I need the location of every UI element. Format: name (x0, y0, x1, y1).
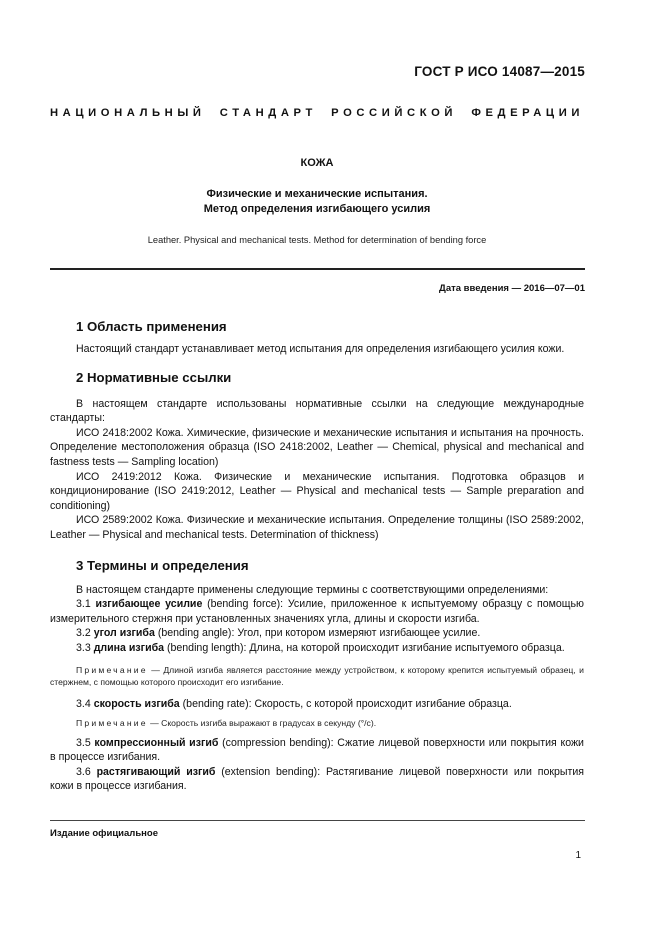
reference-iso-2589: ИСО 2589:2002 Кожа. Физические и механические испытания. Определение толщины (ISO 2589:2002, Leather — Physical and mechanical tests. Determination of thickness) (50, 514, 584, 541)
term-3-5 (50, 736, 584, 765)
section-3-intro: В настоящем стандарте применены следующие термины с соответствующими определениями: (76, 583, 549, 596)
header-divider (50, 268, 585, 270)
note-bending-rate (50, 717, 584, 730)
title-block (50, 157, 584, 245)
term-3-2 (50, 626, 584, 641)
term-3-3 (50, 641, 584, 656)
term-name: компрессионный изгиб (94, 736, 219, 749)
note-text: — Длиной изгиба является расстояние между устройством, к которому крепится испытуемый образец, и стержнем, с помощью которого происходит его изгибание. (50, 664, 584, 687)
footer-divider (50, 820, 585, 821)
term-definition: (bending length): Длина, на которой происходит изгибание испытуемого образца. (164, 641, 565, 654)
term-definition: (extension bending): Растягивание лицевой поверхности или покрытия кожи в процессе изгибания. (50, 765, 584, 793)
term-name: длина изгиба (93, 641, 165, 654)
section-1-heading: 1 Область применения (76, 319, 227, 334)
document-body (50, 318, 584, 794)
term-name: растягивающий изгиб (96, 765, 216, 778)
term-definition: (bending rate): Скорость, с которой происходит изгибание образца. (179, 697, 512, 710)
term-name: угол изгиба (93, 627, 155, 640)
reference-iso-2419: ИСО 2419:2012 Кожа. Физические и механические испытания. Подготовка образцов и кондиционирование (ISO 2419:2012, Leather — Physical and mechanical tests — Sample preparation and conditioning) (50, 470, 584, 512)
section-3-heading: 3 Термины и определения (76, 557, 249, 573)
term-number: 3.5 (76, 736, 91, 749)
official-edition-label: Издание официальное (50, 828, 158, 839)
subtitle-line-1: Физические и механические испытания. (206, 188, 428, 200)
term-number: 3.1 (76, 598, 91, 611)
note-bending-length (50, 664, 584, 689)
note-label: Примечание (76, 664, 148, 675)
term-3-4 (50, 697, 584, 712)
section-1-paragraph: Настоящий стандарт устанавливает метод испытания для определения изгибающего усилия кожи. (76, 343, 565, 355)
introduction-date: Дата введения — 2016—07—01 (439, 283, 585, 294)
term-number: 3.6 (76, 765, 91, 778)
term-number: 3.2 (76, 627, 91, 640)
page-number: 1 (575, 850, 581, 861)
english-title: Leather. Physical and mechanical tests. Method for determination of bending force (147, 235, 487, 245)
section-2-intro: В настоящем стандарте использованы нормативные ссылки на следующие международные стандарты: (50, 397, 584, 425)
term-definition: (compression bending): Сжатие лицевой поверхности или покрытия кожи в процессе изгибания. (50, 736, 584, 764)
term-definition: (bending force): Усилие, приложенное к испытуемому образцу с помощью измерительного стержня при установленных значениях угла, длины и скорости изгиба. (50, 598, 584, 625)
term-number: 3.4 (76, 697, 91, 710)
term-definition: (bending angle): Угол, при котором измеряют изгибающее усилие. (154, 627, 481, 640)
term-3-1 (50, 597, 584, 626)
document-code: ГОСТ Р ИСО 14087—2015 (414, 64, 585, 79)
term-number: 3.3 (76, 641, 91, 654)
section-2-heading: 2 Нормативные ссылки (76, 369, 232, 385)
term-name: изгибающее усилие (95, 598, 203, 611)
term-3-6 (50, 765, 584, 794)
document-subtitle (50, 187, 584, 217)
term-name: скорость изгиба (93, 697, 180, 710)
subtitle-line-2: Метод определения изгибающего усилия (203, 203, 431, 215)
national-standard-banner: НАЦИОНАЛЬНЫЙ СТАНДАРТ РОССИЙСКОЙ ФЕДЕРАЦИИ (50, 107, 584, 119)
document-title: КОЖА (300, 157, 334, 169)
reference-iso-2418: ИСО 2418:2002 Кожа. Химические, физические и механические испытания и испытания на прочность. Определение местоположения образца (ISO 2418:2002, Leather — Chemical, physical and mechanical and fastness tests — Sampling location) (50, 426, 584, 468)
note-text: — Скорость изгиба выражают в градусах в секунду (°/с). (147, 718, 377, 729)
note-label: Примечание (76, 718, 148, 729)
